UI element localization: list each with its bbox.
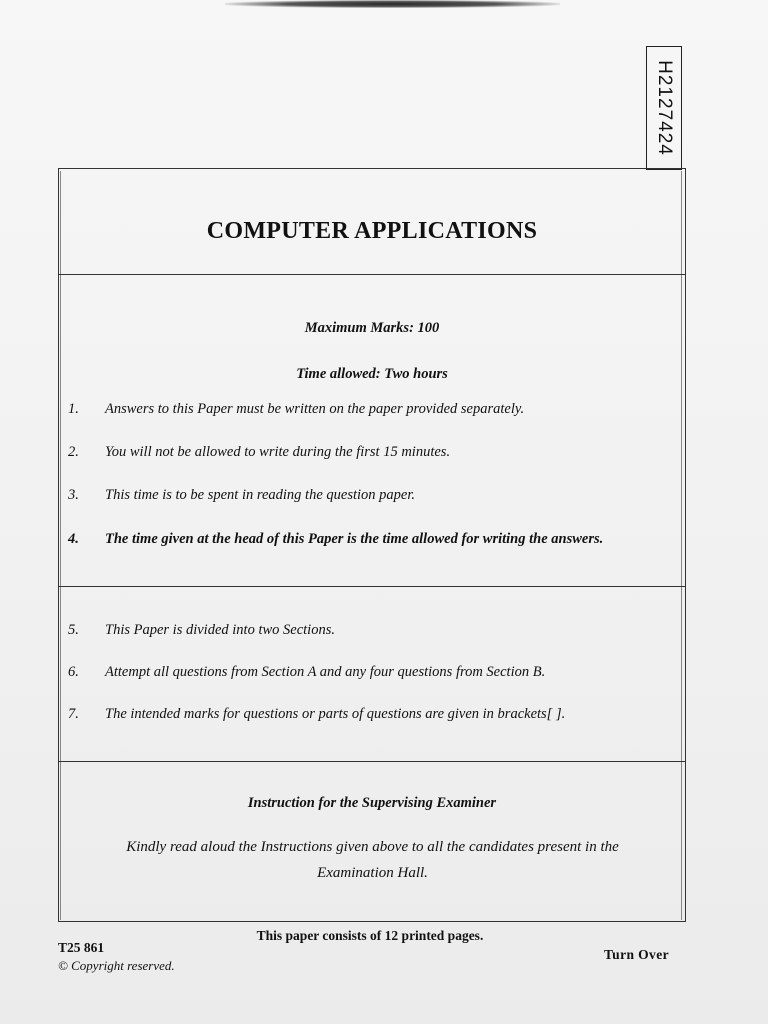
maximum-marks: Maximum Marks: 100 <box>304 320 440 336</box>
instruction-text: This Paper is divided into two Sections. <box>105 622 335 638</box>
instruction-number: 7. <box>68 706 79 722</box>
divider-title <box>58 274 686 275</box>
instruction-text: You will not be allowed to write during the first 15 minutes. <box>105 444 451 460</box>
instruction-number: 6. <box>68 664 79 680</box>
divider-group1 <box>58 586 686 587</box>
top-edge-shadow <box>225 0 560 8</box>
instruction-text: Attempt all questions from Section A and any four questions from Section B. <box>105 664 546 680</box>
instruction-text: The time given at the head of this Paper is the time allowed for writing the answers. <box>105 531 604 547</box>
paper-title: COMPUTER APPLICATIONS <box>206 218 538 244</box>
paper-code-box <box>646 46 682 170</box>
turn-over-label: Turn Over <box>604 947 669 962</box>
instruction-text: This time is to be spent in reading the question paper. <box>105 487 415 503</box>
paper-code: H2127424 <box>654 60 676 156</box>
supervisor-text-line2: Examination Hall. <box>317 865 428 881</box>
instruction-number: 2. <box>68 444 79 460</box>
instruction-number: 4. <box>68 531 79 547</box>
instruction-text: The intended marks for questions or parts of questions are given in brackets[ ]. <box>105 706 566 722</box>
divider-group2 <box>58 761 686 762</box>
time-allowed: Time allowed: Two hours <box>296 366 448 382</box>
instruction-text: Answers to this Paper must be written on the paper provided separately. <box>105 401 525 417</box>
pages-note: This paper consists of 12 printed pages. <box>256 928 484 943</box>
instruction-number: 1. <box>68 401 79 417</box>
copyright-notice: © Copyright reserved. <box>58 958 175 973</box>
supervisor-heading: Instruction for the Supervising Examiner <box>247 795 497 811</box>
instruction-number: 5. <box>68 622 79 638</box>
supervisor-text-line1: Kindly read aloud the Instructions given above to all the candidates present in the <box>126 839 619 855</box>
exam-code: T25 861 <box>58 940 105 955</box>
instruction-number: 3. <box>68 487 79 503</box>
